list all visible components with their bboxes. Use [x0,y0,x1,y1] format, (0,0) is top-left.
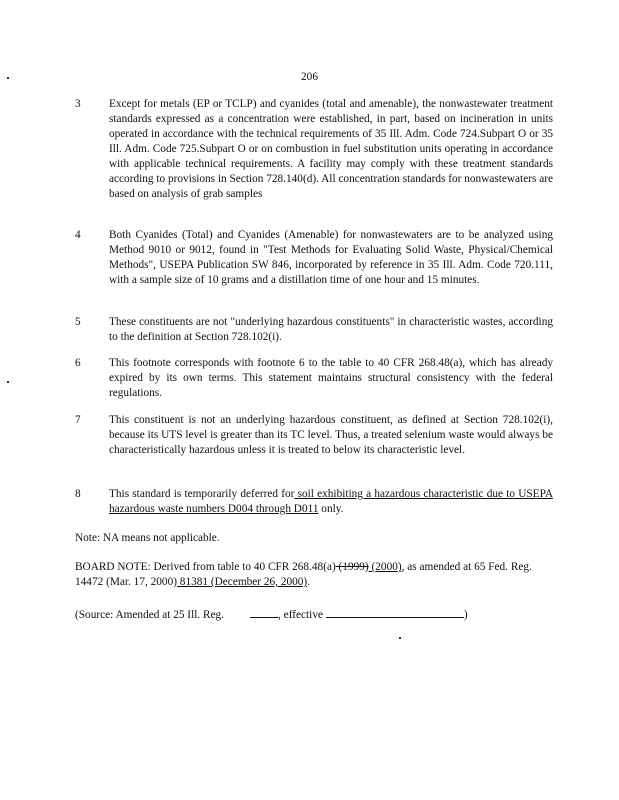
source-end: ) [463,609,468,621]
scan-speck [7,381,9,383]
board-note-added-citation: 81381 (December 26, 2000) [176,576,308,588]
footnote-text: Except for metals (EP or TCLP) and cyanides (total and amenable), the nonwastewater treatment standards expressed as a concentration were established, in part, based on incineration in units operated in accordance with the technical requirements of 35 Ill. Adm. Code 724.Subpart O or 35 Ill. Adm. Code 725.Subpart O or on combustion in fuel substitution units operating in accordance with applicable technical requirements. A facility may comply with these treatment standards according to provisions in Section 728.140(d). All concentration standards for nonwastewaters are based on analysis of grab samples [109,98,553,200]
footnote-number: 3 [75,98,81,110]
footnote-8 [75,487,553,517]
source-note [75,606,468,623]
footnote-text-after: only. [318,503,344,515]
footnote-text [109,487,553,517]
footnote-number: 6 [75,357,81,369]
footnote-text: This constituent is not an underlying hazardous constituent, as defined at Section 728.102(i), because its UTS level is greater than its TC level. Thus, a treated selenium waste would always be characteristically hazardous unless it is treated to below its characteristic level. [109,414,553,456]
board-note-end: . [307,576,311,588]
scan-speck [399,637,401,639]
board-note-prefix: BOARD NOTE: Derived from table to 40 CFR 268.48(a) [75,561,336,573]
board-note-middle: , as amended at 65 Fed. Reg. 14472 (Mar. 17, 2000) [75,561,532,588]
footnote-text: These constituents are not "underlying hazardous constituents" in characteristic wastes, according to the definition at Section 728.102(i). [109,316,553,343]
footnote-number: 4 [75,229,81,241]
footnote-text-added: soil exhibiting a hazardous characteristic due to USEPA hazardous waste numbers D004 through D011 [109,488,553,515]
board-note [75,560,553,590]
footnote-number: 8 [75,488,81,500]
footnote-7 [75,413,553,458]
note-na: Note: NA means not applicable. [75,532,220,544]
date-blank [326,606,464,618]
board-note-added-year: (2000) [368,561,402,573]
volume-blank [250,606,278,618]
footnote-number: 5 [75,316,81,328]
footnote-4 [75,228,553,288]
footnote-3 [75,97,553,202]
footnote-text-before: This standard is temporarily deferred for [109,488,295,500]
footnote-6 [75,356,553,401]
footnote-5 [75,315,553,345]
footnote-number: 7 [75,414,81,426]
page-number: 206 [301,71,318,83]
scan-speck [7,77,9,79]
board-note-struck-year: (1999) [335,561,369,573]
footnote-text: Both Cyanides (Total) and Cyanides (Amenable) for nonwastewaters are to be analyzed using Method 9010 or 9012, found in "Test Methods for Evaluating Solid Waste, Physical/Chemical Methods", USEPA Publication SW 846, incorporated by reference in 35 Ill. Adm. Code 720.111, with a sample size of 10 grams and a distillation time of one hour and 15 minutes. [109,229,553,286]
footnote-text: This footnote corresponds with footnote 6 to the table to 40 CFR 268.48(a), which has already expired by its own terms. This statement maintains structural consistency with the federal regulations. [109,357,553,399]
source-prefix: (Source: Amended at 25 Ill. Reg. [75,609,225,621]
source-effective: , effective [278,609,323,621]
